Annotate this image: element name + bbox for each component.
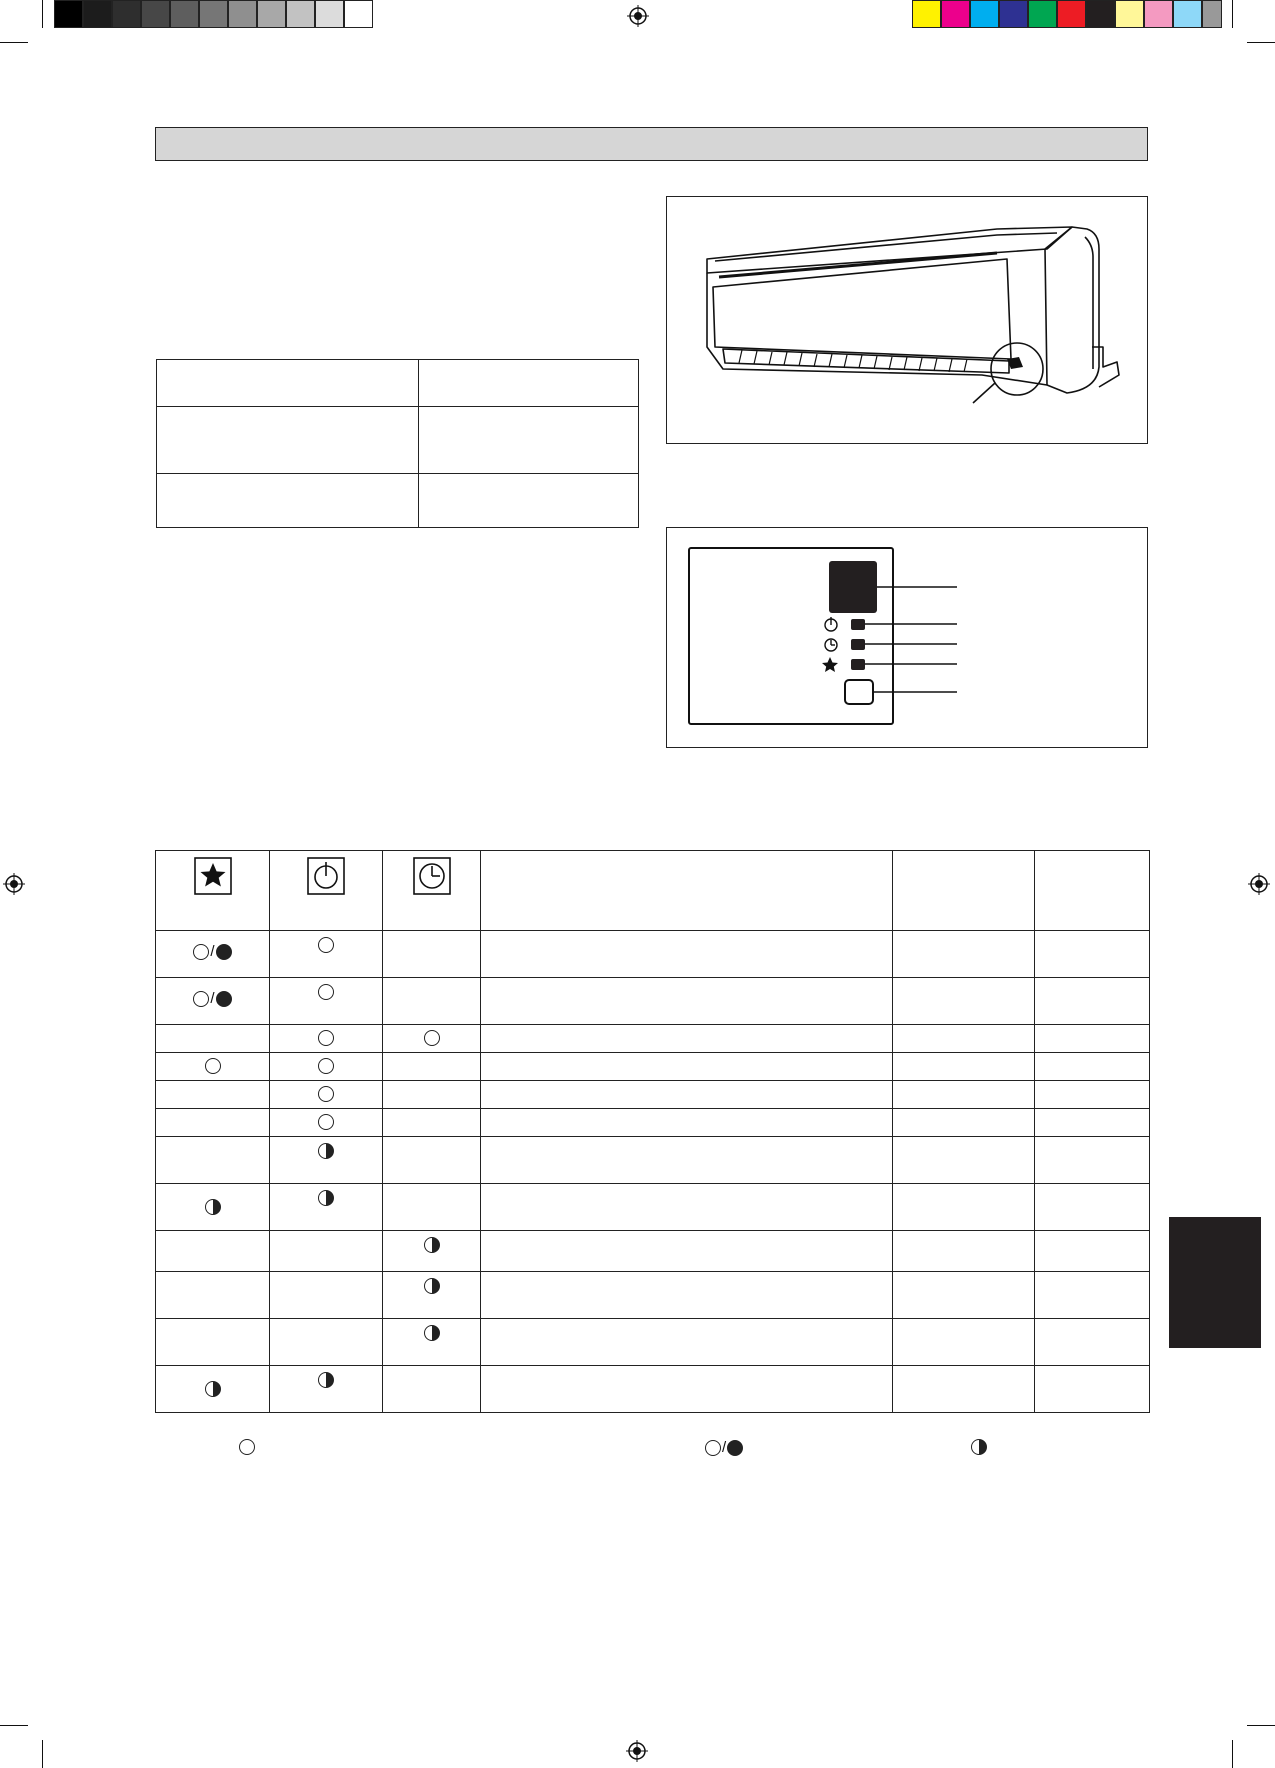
timer-cell bbox=[383, 1053, 481, 1081]
gray-swatch bbox=[199, 0, 228, 28]
power-cell bbox=[270, 1053, 383, 1081]
table-cell bbox=[893, 1366, 1035, 1413]
power-cell bbox=[270, 1231, 383, 1272]
color-swatch bbox=[1115, 0, 1144, 28]
star-cell bbox=[156, 1231, 270, 1272]
gray-swatch bbox=[170, 0, 199, 28]
gray-swatch bbox=[286, 0, 315, 28]
table-cell bbox=[893, 1319, 1035, 1366]
power-cell bbox=[270, 1081, 383, 1109]
indoor-unit-figure bbox=[666, 196, 1148, 444]
timer-cell bbox=[383, 1109, 481, 1137]
table-cell bbox=[893, 1137, 1035, 1184]
registration-mark-icon bbox=[627, 5, 649, 27]
star-cell bbox=[156, 1025, 270, 1053]
power-icon bbox=[825, 617, 837, 631]
star-cell bbox=[156, 1272, 270, 1319]
star-icon bbox=[194, 857, 232, 895]
table-cell bbox=[1035, 1231, 1150, 1272]
lamp-on-icon bbox=[318, 937, 334, 953]
table-cell bbox=[893, 1272, 1035, 1319]
gray-swatch bbox=[315, 0, 344, 28]
table-row bbox=[156, 1184, 1150, 1231]
table-cell bbox=[1035, 978, 1150, 1025]
lamp-on-icon bbox=[318, 1030, 334, 1046]
table-cell bbox=[481, 1109, 893, 1137]
section-header-bar bbox=[155, 127, 1148, 161]
power-cell bbox=[270, 931, 383, 978]
table-cell bbox=[481, 1025, 893, 1053]
timer-cell bbox=[383, 1366, 481, 1413]
table-cell bbox=[481, 931, 893, 978]
power-cell bbox=[270, 1366, 383, 1413]
color-swatch bbox=[1144, 0, 1173, 28]
lamp-on-icon bbox=[318, 1058, 334, 1074]
header-timer bbox=[383, 851, 481, 931]
header-cell bbox=[481, 851, 893, 931]
timer-cell bbox=[383, 1025, 481, 1053]
table-cell bbox=[481, 1184, 893, 1231]
timer-cell bbox=[383, 1081, 481, 1109]
power-cell bbox=[270, 1137, 383, 1184]
table-cell bbox=[893, 1025, 1035, 1053]
spec-cell bbox=[419, 407, 639, 474]
table-cell bbox=[893, 1081, 1035, 1109]
indicator-table bbox=[155, 850, 1150, 1413]
header-cell bbox=[893, 851, 1035, 931]
lamp-on-icon bbox=[318, 1114, 334, 1130]
power-icon bbox=[307, 857, 345, 895]
gray-swatch bbox=[257, 0, 286, 28]
color-swatch bbox=[970, 0, 999, 28]
section-tab bbox=[1169, 1217, 1261, 1348]
gray-swatch bbox=[228, 0, 257, 28]
table-cell bbox=[1035, 1053, 1150, 1081]
table-cell bbox=[481, 1081, 893, 1109]
power-cell bbox=[270, 1109, 383, 1137]
timer-cell bbox=[383, 978, 481, 1025]
star-icon bbox=[822, 657, 838, 672]
registration-mark-icon bbox=[626, 1740, 648, 1762]
lamp-on-icon bbox=[239, 1439, 255, 1455]
table-row bbox=[156, 1366, 1150, 1413]
table-cell bbox=[481, 1053, 893, 1081]
table-row bbox=[156, 1109, 1150, 1137]
star-cell bbox=[156, 1137, 270, 1184]
spec-cell bbox=[157, 407, 419, 474]
lamp-on-icon bbox=[318, 984, 334, 1000]
star-cell bbox=[156, 1319, 270, 1366]
lamp-flashing-icon bbox=[424, 1237, 440, 1253]
color-swatch bbox=[1028, 0, 1057, 28]
timer-cell bbox=[383, 1231, 481, 1272]
gray-swatch bbox=[141, 0, 170, 28]
table-row bbox=[156, 1053, 1150, 1081]
gray-swatch bbox=[54, 0, 83, 28]
spec-cell bbox=[419, 360, 639, 407]
star-cell bbox=[156, 1081, 270, 1109]
power-cell bbox=[270, 1184, 383, 1231]
star-cell bbox=[156, 1184, 270, 1231]
power-cell bbox=[270, 1272, 383, 1319]
spec-cell bbox=[419, 474, 639, 528]
table-cell bbox=[1035, 931, 1150, 978]
color-swatch bbox=[941, 0, 970, 28]
lamp-on-icon bbox=[424, 1030, 440, 1046]
timer-cell bbox=[383, 931, 481, 978]
star-cell bbox=[156, 931, 270, 978]
table-cell bbox=[893, 1231, 1035, 1272]
table-row bbox=[156, 931, 1150, 978]
star-cell bbox=[156, 1053, 270, 1081]
lamp-on-or-off-icon: / bbox=[705, 1439, 743, 1456]
table-cell bbox=[1035, 1272, 1150, 1319]
clock-icon bbox=[825, 639, 837, 651]
table-cell bbox=[1035, 1081, 1150, 1109]
lamp-flashing-icon bbox=[424, 1278, 440, 1294]
color-swatch bbox=[999, 0, 1028, 28]
table-cell bbox=[1035, 1319, 1150, 1366]
table-row bbox=[156, 1272, 1150, 1319]
lamp-flashing-icon bbox=[205, 1199, 221, 1215]
timer-cell bbox=[383, 1137, 481, 1184]
color-swatch bbox=[1173, 0, 1202, 28]
lamp-on-or-off-icon: / bbox=[193, 990, 231, 1007]
table-cell bbox=[893, 1184, 1035, 1231]
gray-swatch bbox=[112, 0, 141, 28]
lamp-on-icon bbox=[205, 1058, 221, 1074]
header-cell bbox=[1035, 851, 1150, 931]
power-cell bbox=[270, 1319, 383, 1366]
table-cell bbox=[481, 1231, 893, 1272]
star-cell bbox=[156, 1366, 270, 1413]
power-cell bbox=[270, 978, 383, 1025]
table-cell bbox=[481, 1319, 893, 1366]
spec-cell bbox=[157, 360, 419, 407]
lamp-flashing-icon bbox=[971, 1439, 987, 1455]
star-cell bbox=[156, 978, 270, 1025]
table-row bbox=[156, 978, 1150, 1025]
table-cell bbox=[893, 1053, 1035, 1081]
table-row bbox=[156, 1137, 1150, 1184]
color-swatch bbox=[1086, 0, 1115, 28]
indoor-unit-illustration bbox=[667, 197, 1149, 445]
timer-cell bbox=[383, 1272, 481, 1319]
spec-cell bbox=[157, 474, 419, 528]
table-cell bbox=[481, 1366, 893, 1413]
table-cell bbox=[1035, 1137, 1150, 1184]
table-row bbox=[156, 1319, 1150, 1366]
clock-icon bbox=[413, 857, 451, 895]
table-row bbox=[156, 1231, 1150, 1272]
table-cell bbox=[481, 1272, 893, 1319]
star-cell bbox=[156, 1109, 270, 1137]
indicator-panel-figure bbox=[666, 527, 1148, 748]
lamp-on-or-off-icon: / bbox=[193, 943, 231, 960]
registration-mark-icon bbox=[3, 873, 25, 895]
color-swatch bbox=[1057, 0, 1086, 28]
color-swatch bbox=[1202, 0, 1222, 28]
gray-swatch bbox=[83, 0, 112, 28]
gray-swatch bbox=[344, 0, 373, 28]
lamp-on-icon bbox=[318, 1086, 334, 1102]
color-swatch bbox=[912, 0, 941, 28]
indicator-panel-illustration bbox=[667, 528, 1149, 749]
table-cell bbox=[893, 931, 1035, 978]
table-cell bbox=[893, 978, 1035, 1025]
timer-cell bbox=[383, 1319, 481, 1366]
lamp-flashing-icon bbox=[205, 1381, 221, 1397]
lamp-flashing-icon bbox=[318, 1190, 334, 1206]
lamp-flashing-icon bbox=[424, 1325, 440, 1341]
registration-mark-icon bbox=[1248, 873, 1270, 895]
table-cell bbox=[893, 1109, 1035, 1137]
table-cell bbox=[481, 978, 893, 1025]
table-row bbox=[156, 1025, 1150, 1053]
spec-table bbox=[156, 359, 639, 528]
lamp-flashing-icon bbox=[318, 1143, 334, 1159]
lamp-flashing-icon bbox=[318, 1372, 334, 1388]
header-star bbox=[156, 851, 270, 931]
table-cell bbox=[1035, 1109, 1150, 1137]
power-cell bbox=[270, 1025, 383, 1053]
table-cell bbox=[481, 1137, 893, 1184]
timer-cell bbox=[383, 1184, 481, 1231]
table-cell bbox=[1035, 1366, 1150, 1413]
table-row bbox=[156, 1081, 1150, 1109]
table-cell bbox=[1035, 1184, 1150, 1231]
table-cell bbox=[1035, 1025, 1150, 1053]
header-power bbox=[270, 851, 383, 931]
